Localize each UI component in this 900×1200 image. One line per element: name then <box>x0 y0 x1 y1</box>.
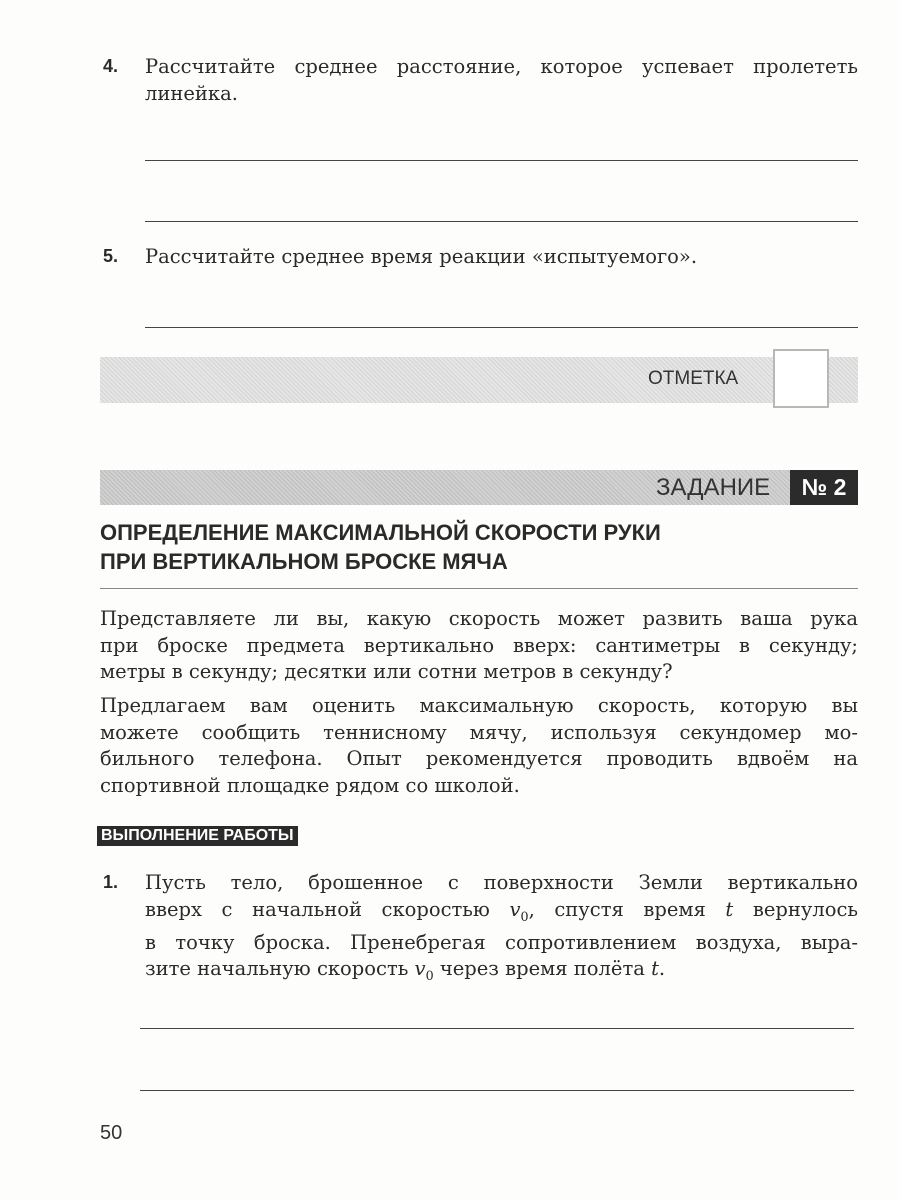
task-number-badge: № 2 <box>790 470 858 505</box>
intro-paragraph-1 <box>100 606 858 686</box>
answer-line[interactable] <box>145 221 858 222</box>
text: . <box>658 957 666 981</box>
page-number: 50 <box>100 1122 123 1144</box>
text-line: линейка. <box>145 81 238 105</box>
text-line: можете сообщить теннисному мячу, используя секундомер мо- <box>100 720 858 744</box>
text: через время полёта <box>433 957 652 981</box>
text: вернулось <box>733 897 858 921</box>
text-line: метры в секунду; десятки или сотни метров в секунду? <box>100 660 673 683</box>
text: вверх с начальной скоростью <box>145 897 510 921</box>
question-5-number: 5. <box>103 246 119 266</box>
text: зите начальную скорость <box>145 957 415 981</box>
section-label: ВЫПОЛНЕНИЕ РАБОТЫ <box>97 826 298 846</box>
text: , спустя время <box>528 897 726 921</box>
answer-line[interactable] <box>145 327 858 328</box>
grade-label: ОТМЕТКА <box>648 368 739 389</box>
text-line: бильного телефона. Опыт рекомендуется проводить вдвоём на <box>100 747 858 770</box>
task-title <box>100 518 661 576</box>
title-line: ОПРЕДЕЛЕНИЕ МАКСИМАЛЬНОЙ СКОРОСТИ РУКИ <box>100 520 661 545</box>
text-line: при броске предмета вертикально вверх: сантиметры в секунду; <box>100 633 858 657</box>
text-line: спортивной площадке рядом со школой. <box>100 773 520 797</box>
text-line: в точку броска. Пренебрегая сопротивлением воздуха, выра- <box>145 930 858 954</box>
answer-line[interactable] <box>140 1028 854 1029</box>
question-4-number: 4. <box>103 56 119 76</box>
text-line <box>145 897 858 930</box>
task-label: ЗАДАНИЕ <box>656 474 771 501</box>
grade-band <box>100 357 858 403</box>
title-line: ПРИ ВЕРТИКАЛЬНОМ БРОСКЕ МЯЧА <box>100 549 508 574</box>
answer-line[interactable] <box>145 160 858 161</box>
variable-v: v <box>509 897 521 921</box>
intro-paragraph-2 <box>100 693 858 799</box>
subscript: 0 <box>520 908 529 924</box>
title-divider <box>100 588 858 589</box>
text-line: Представляете ли вы, какую скорость может развить ваша рука <box>100 607 858 630</box>
question-1-number: 1. <box>103 872 119 892</box>
text-line: Рассчитайте среднее расстояние, которое успевает пролететь <box>145 55 858 78</box>
text-line: Предлагаем вам оценить максимальную скорость, которую вы <box>100 694 858 717</box>
variable-v: v <box>414 957 426 981</box>
text-line: Рассчитайте среднее время реакции «испытуемого». <box>145 245 698 268</box>
question-1-text <box>145 870 858 990</box>
text-line <box>145 956 858 989</box>
question-5-text <box>145 244 858 271</box>
subscript: 0 <box>425 968 434 984</box>
question-4-text <box>145 54 858 107</box>
answer-line[interactable] <box>140 1090 854 1091</box>
variable-t: t <box>725 897 734 921</box>
variable-t: t <box>651 957 659 981</box>
grade-box[interactable] <box>773 349 829 408</box>
text-line: Пусть тело, брошенное с поверхности Земли вертикально <box>145 871 858 894</box>
